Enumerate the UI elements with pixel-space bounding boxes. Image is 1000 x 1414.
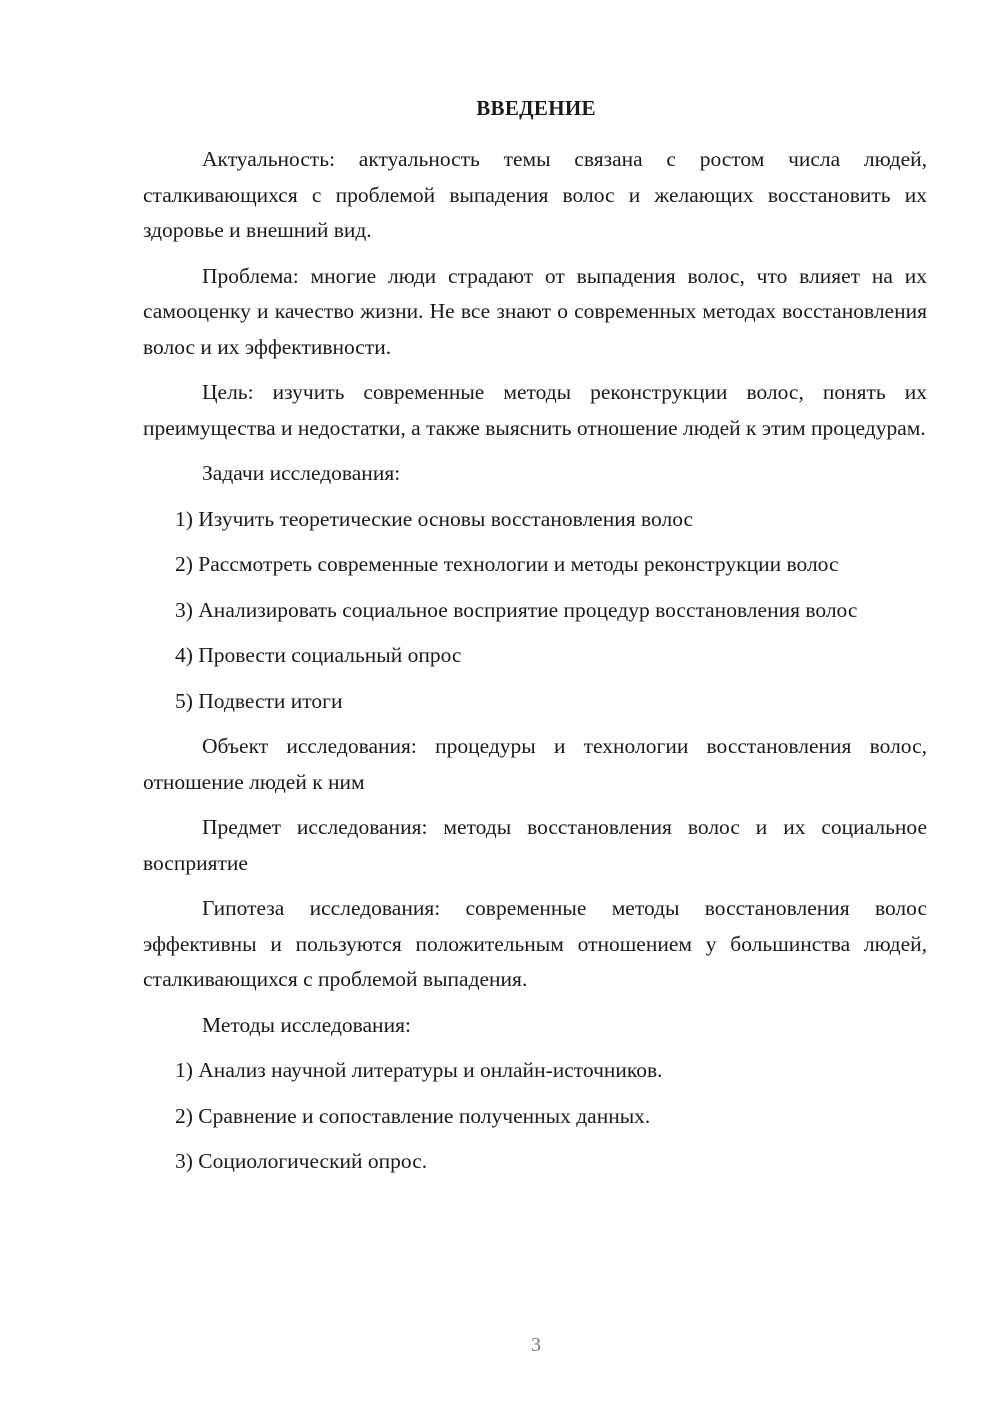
page-title: ВВЕДЕНИЕ	[476, 96, 596, 120]
methods-heading: Методы исследования:	[202, 1012, 411, 1037]
object-paragraph: Объект исследования: процедуры и технологии восстановления волос, отношение людей к ним	[143, 734, 927, 794]
hypothesis-paragraph: Гипотеза исследования: современные методы восстановления волос эффективны и пользуются положительным отношением у большинства людей, сталкивающихся с проблемой выпадения.	[143, 896, 927, 991]
method-item: 3) Социологический опрос.	[175, 1149, 428, 1173]
task-item: 1) Изучить теоретические основы восстановления волос	[175, 506, 694, 531]
task-item: 4) Провести социальный опрос	[175, 643, 462, 667]
task-item: 3) Анализировать социальное восприятие процедур восстановления волос	[175, 597, 858, 622]
task-item: 2) Рассмотреть современные технологии и методы реконструкции волос	[175, 552, 839, 576]
method-item: 2) Сравнение и сопоставление полученных данных.	[175, 1103, 651, 1128]
method-item: 1) Анализ научной литературы и онлайн-источников.	[175, 1058, 663, 1082]
problem-paragraph: Проблема: многие люди страдают от выпадения волос, что влияет на их самооценку и качество жизни. Не все знают о современных методах восстановления волос и их эффективности.	[143, 263, 927, 359]
subject-paragraph: Предмет исследования: методы восстановления волос и их социальное восприятие	[143, 815, 927, 875]
document-body	[143, 142, 927, 1190]
page-number: 3	[531, 1334, 541, 1356]
goal-paragraph: Цель: изучить современные методы реконструкции волос, понять их преимущества и недостатки, а также выяснить отношение людей к этим процедурам.	[143, 380, 927, 440]
tasks-heading: Задачи исследования:	[202, 461, 401, 485]
task-item: 5) Подвести итоги	[175, 688, 343, 713]
relevance-paragraph: Актуальность: актуальность темы связана с ростом числа людей, сталкивающихся с проблемой выпадения волос и желающих восстановить их здоровье и внешний вид.	[143, 147, 927, 242]
